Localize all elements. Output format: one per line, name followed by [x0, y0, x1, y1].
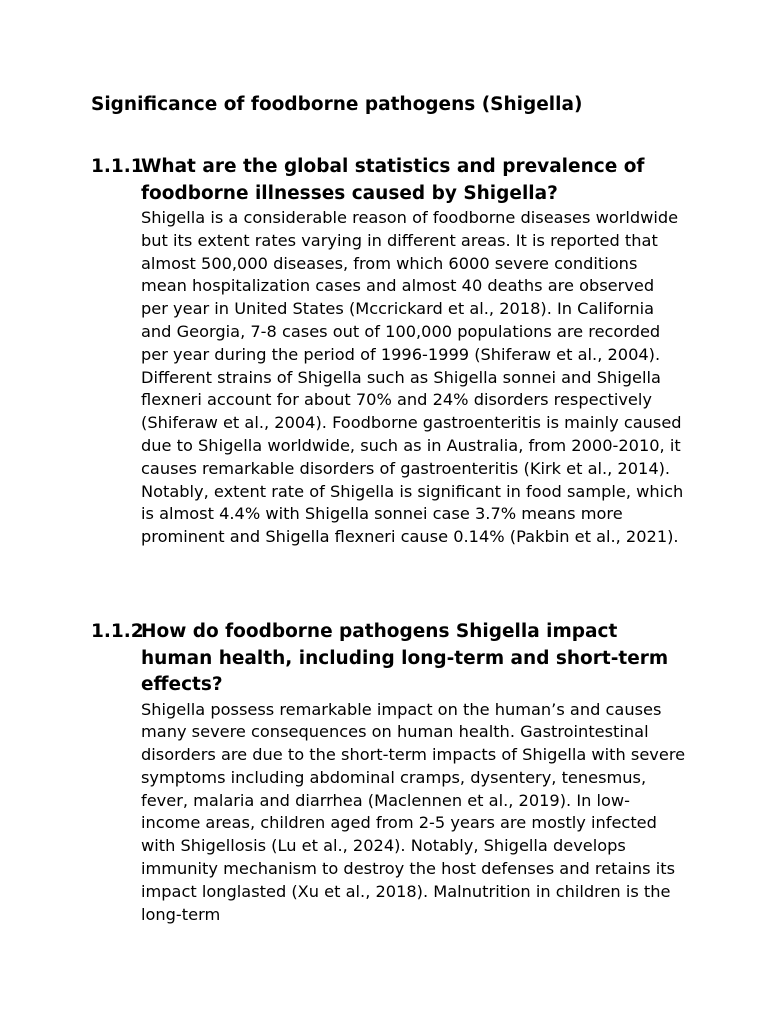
section-heading: [91, 619, 691, 699]
section-number: 1.1.2: [91, 621, 144, 642]
section-body-text: Shigella possess remarkable impact on the human’s and causes many severe consequences on human health. Gastrointestinal disorders are due to the short-term impacts of Shigella with severe symptoms including abdominal cramps, dysentery, tenesmus, fever, malaria and diarrhea (Maclennen et al., 2019). In low-income areas, children aged from 2-5 years are mostly infected with Shigellosis (Lu et al., 2024). Notably, Shigella develops immunity mechanism to destroy the host defenses and retains its impact longlasted (Xu et al., 2018). Malnutrition in children is the long-term: [141, 699, 686, 924]
section-1-1-1: [91, 154, 691, 549]
section-heading-text: How do foodborne pathogens Shigella impact human health, including long-term and short-term effects?: [141, 621, 669, 695]
section-body-text: Shigella is a considerable reason of foodborne diseases worldwide but its extent rates varying in different areas. It is reported that almost 500,000 diseases, from which 6000 severe conditions mean hospitalization cases and almost 40 deaths are observed per year in United States (Mccrickard et al., 2018). In California and Georgia, 7-8 cases out of 100,000 populations are recorded per year during the period of 1996-1999 (Shiferaw et al., 2004). Different strains of Shigella such as Shigella sonnei and Shigella flexneri account for about 70% and 24% disorders respectively (Shiferaw et al., 2004). Foodborne gastroenteritis is mainly caused due to Shigella worldwide, such as in Australia, from 2000-2010, it causes remarkable disorders of gastroenteritis (Kirk et al., 2014). Notably, extent rate of Shigella is significant in food sample, which is almost 4.4% with Shigella sonnei case 3.7% means more prominent and Shigella flexneri cause 0.14% (Pakbin et al., 2021).: [141, 208, 684, 547]
section-heading: [91, 154, 691, 207]
document-title: Significance of foodborne pathogens (Shigella): [91, 94, 583, 115]
section-number: 1.1.1: [91, 156, 144, 177]
section-heading-text: What are the global statistics and prevalence of foodborne illnesses caused by Shigella?: [141, 156, 645, 204]
section-1-1-2: [91, 619, 691, 926]
